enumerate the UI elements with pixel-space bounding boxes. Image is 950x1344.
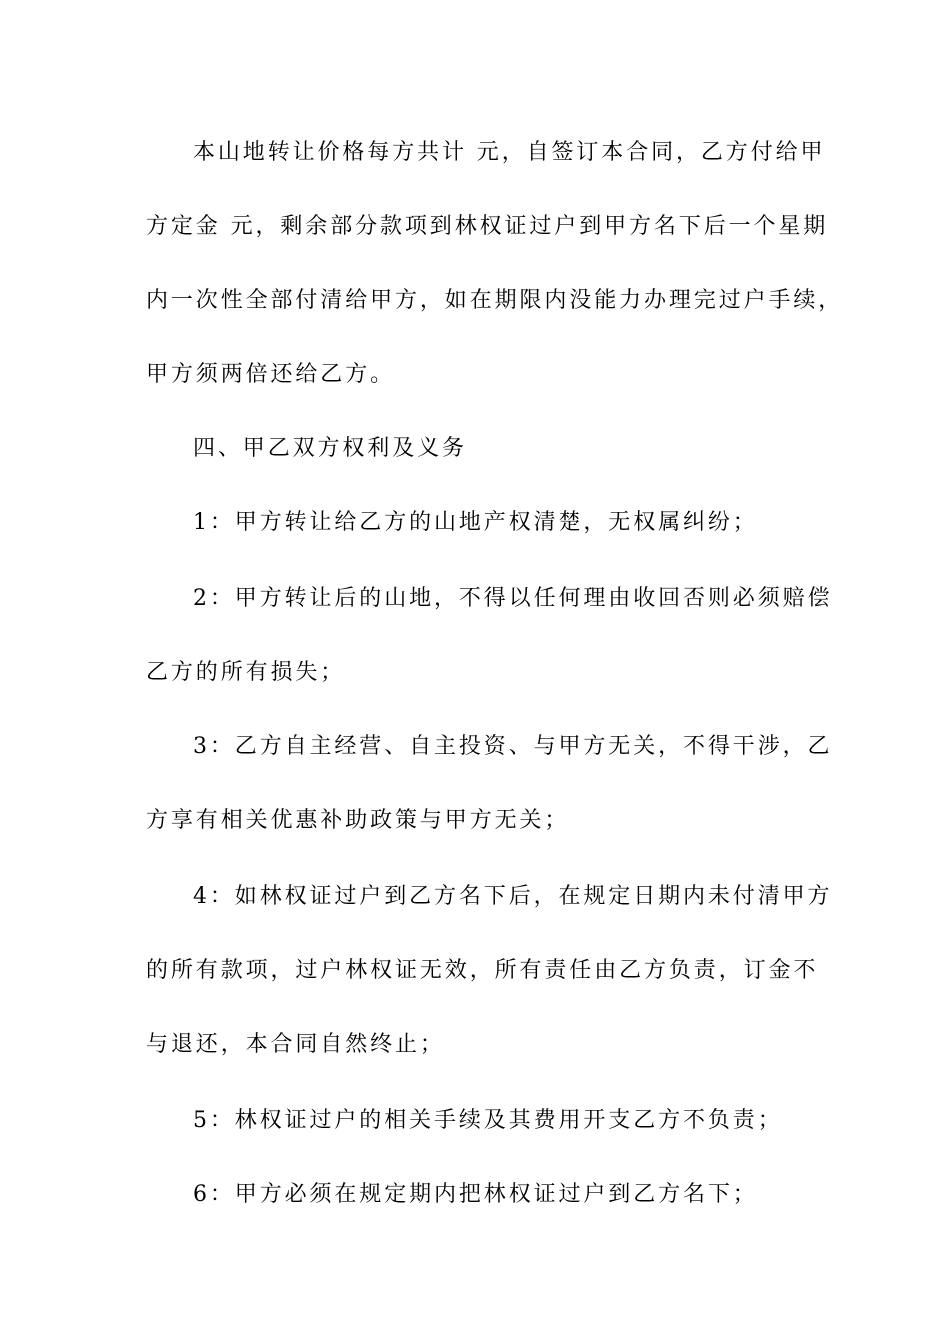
paragraph-price-line-3: 内一次性全部付清给甲方，如在期限内没能力办理完过户手续， [146,288,844,313]
clause-2-line-2: 乙方的所有损失； [146,660,346,685]
clause-4-line-1: 4：如林权证过户到乙方名下后，在规定日期内未付清甲方 [193,884,833,909]
clause-6-line-1: 6：甲方必须在规定期内把林权证过户到乙方名下； [193,1182,758,1207]
clause-3-line-1: 3：乙方自主经营、自主投资、与甲方无关，不得干涉，乙 [193,734,833,759]
clause-5-line-1: 5：林权证过户的相关手续及其费用开支乙方不负责； [193,1108,783,1133]
clause-3-line-2: 方享有相关优惠补助政策与甲方无关； [146,808,570,833]
clause-1-line-1: 1：甲方转让给乙方的山地产权清楚，无权属纠纷； [193,510,758,535]
clause-4-line-2: 的所有款项，过户林权证无效，所有责任由乙方负责，订金不 [146,958,819,983]
clause-4-line-3: 与退还，本合同自然终止； [146,1032,445,1057]
clause-2-line-1: 2：甲方转让后的山地，不得以任何理由收回否则必须赔偿 [193,586,833,611]
paragraph-price-line-2: 方定金 元，剩余部分款项到林权证过户到甲方名下后一个星期 [146,214,829,239]
paragraph-price-line-4: 甲方须两倍还给乙方。 [146,362,396,387]
section-heading-rights-obligations: 四、甲乙双方权利及义务 [193,436,467,461]
paragraph-price-line-1: 本山地转让价格每方共计 元，自签订本合同，乙方付给甲 [193,140,826,165]
